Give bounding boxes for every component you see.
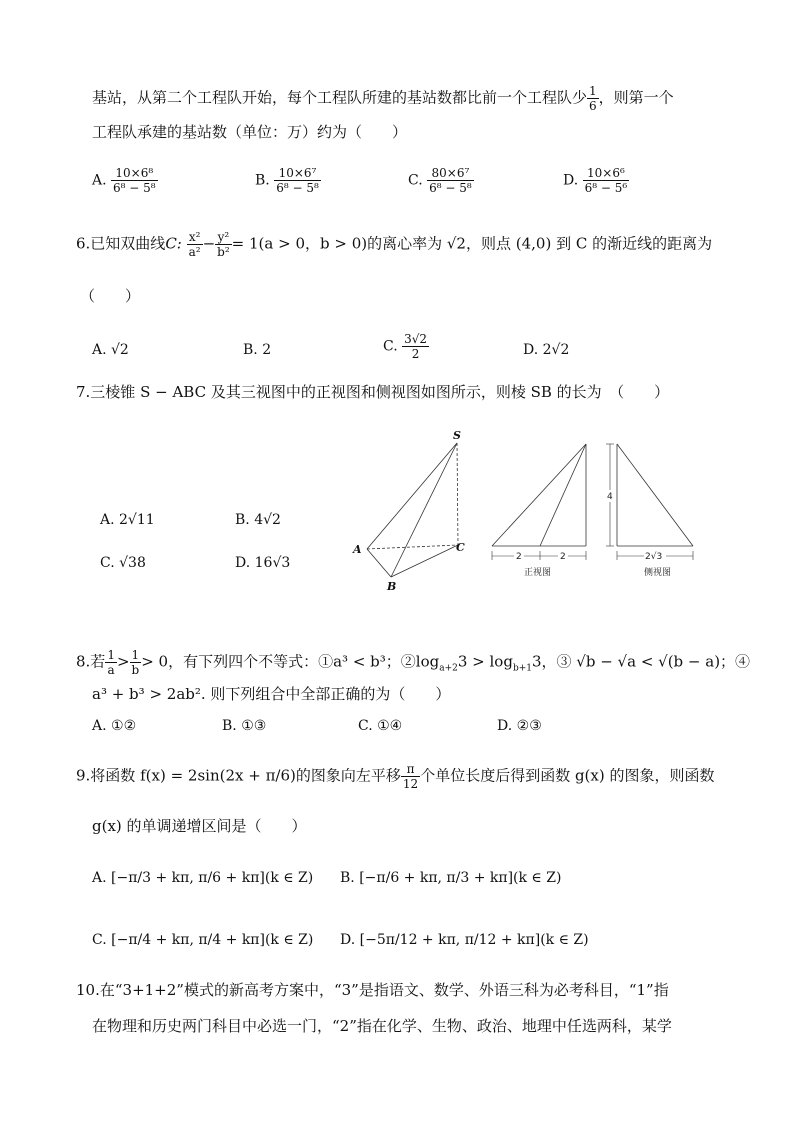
q5-line2: 工程队承建的基站数（单位：万）约为（ ）: [92, 123, 408, 141]
q10-line1: 10.在“3+1+2”模式的新高考方案中，“3”是指语文、数学、外语三科为必考科目，“1”指: [76, 981, 669, 999]
q6-line1: 6.已知双曲线C: $\frac{\text{x²}}{\text{a²}}$ − $\frac{\text{y²}}{\text{b²}}$ = 1(a > 0，b > 0)的离心率为 √2，则点 (4,0) 到 C 的渐近线的距离为: [76, 230, 713, 259]
side-width-label: 2√3: [645, 552, 663, 562]
q8-option-b: B. ①③: [222, 718, 267, 734]
q5-line1-text-a: 基站，从第二个工程队开始，每个工程队所建的基站数都比前一个工程队少: [92, 88, 588, 107]
q5-option-a-fraction: $\frac{\text{10×6⁸}}{\text{6⁸ − 5⁸}}$: [113, 166, 156, 195]
side-hyp-edge: [617, 444, 693, 546]
q7-front-view-figure: [488, 438, 594, 578]
q5-option-d-fraction: $\frac{\text{10×6⁶}}{\text{6⁸ − 5⁶}}$: [584, 166, 628, 195]
q7-option-b: B. 4√2: [235, 512, 281, 528]
front-dim-2: 2: [560, 552, 566, 562]
q6-fraction-x2-a2: $\frac{\text{x²}}{\text{a²}}$: [188, 230, 201, 259]
q6-option-c: C. $\frac{3√2}{2}$: [383, 332, 428, 361]
q5-option-c: C. $\frac{\text{80×6⁷}}{\text{6⁸ − 5⁸}}$: [408, 166, 472, 195]
q8-fraction-1-a: $\frac{1}{a}$: [107, 648, 115, 677]
q5-option-c-fraction: $\frac{\text{80×6⁷}}{\text{6⁸ − 5⁸}}$: [429, 166, 472, 195]
q7-option-a: A. 2√11: [100, 512, 155, 528]
q7-option-c: C. √38: [100, 555, 146, 571]
q7-option-d: D. 16√3: [235, 555, 291, 571]
side-view-caption: 侧视图: [644, 568, 672, 578]
front-dim-1: 2: [516, 552, 522, 562]
q6-option-b: B. 2: [243, 342, 272, 358]
q10-line2: 在物理和历史两门科目中必选一门，“2”指在化学、生物、政治、地理中任选两科，某学: [92, 1017, 672, 1035]
edge-ab: [367, 549, 391, 577]
q6-option-d: D. 2√2: [523, 342, 570, 358]
label-b: B: [387, 580, 397, 593]
label-a: A: [353, 543, 362, 556]
q9-sin-argument: (2x + π/6): [219, 766, 296, 785]
q6-line2: （ ）: [80, 287, 141, 305]
q9-option-d: D. [−5π/12 + kπ, π/12 + kπ](k ∈ Z): [340, 932, 589, 948]
q8-option-a: A. ①②: [92, 718, 137, 734]
q8-option-c: C. ①④: [358, 718, 403, 734]
q7-tetrahedron-figure: [345, 425, 485, 595]
edge-sb: [391, 443, 457, 577]
label-s: S: [453, 429, 461, 442]
edge-ac: [367, 545, 458, 549]
q5-fraction-one-sixth: $\frac{1}{6}$: [589, 84, 597, 113]
edge-sc: [457, 443, 458, 545]
q7-side-view-figure: [604, 438, 700, 578]
edge-sa: [367, 443, 457, 549]
q9-option-c: C. [−π/4 + kπ, π/4 + kπ](k ∈ Z): [92, 932, 314, 948]
q5-option-a: A. $\frac{\text{10×6⁸}}{\text{6⁸ − 5⁸}}$: [92, 166, 156, 195]
q9-option-a: A. [−π/3 + kπ, π/6 + kπ](k ∈ Z): [92, 870, 314, 886]
q5-line1-text-b: ，则第一个: [598, 88, 674, 107]
q8-option-d: D. ②③: [497, 718, 542, 734]
q5-option-b: B. $\frac{\text{10×6⁷}}{\text{6⁸ − 5⁸}}$: [255, 166, 319, 195]
q9-shift-fraction: $\frac{\pi}{12}$: [402, 762, 419, 791]
q5-option-b-fraction: $\frac{\text{10×6⁷}}{\text{6⁸ − 5⁸}}$: [276, 166, 319, 195]
q5-line1: [92, 84, 674, 113]
front-mid-edge: [540, 444, 586, 546]
front-left-edge: [492, 444, 586, 546]
q9-option-b: B. [−π/6 + kπ, π/3 + kπ](k ∈ Z): [340, 870, 562, 886]
label-c: C: [456, 541, 465, 554]
q6-fraction-y2-b2: $\frac{\text{y²}}{\text{b²}}$: [217, 230, 230, 259]
q6-option-c-fraction: $\frac{3√2}{2}$: [404, 332, 428, 361]
q5-option-d: D. $\frac{\text{10×6⁶}}{\text{6⁸ − 5⁶}}$: [563, 166, 628, 195]
q9-line1: 9.将函数 f(x) = 2sin(2x + π/6)的图象向左平移 $\frac{\pi}{12}$ 个单位长度后得到函数 g(x) 的图象，则函数: [76, 762, 715, 791]
front-view-caption: 正视图: [524, 568, 552, 578]
q8-line1: 8.若 $\frac{1}{a}$ > $\frac{1}{b}$ > 0，有下列四个不等式：①a³ < b³；$②\log_{a+2}3 > \log_{b+1}3$，③ √b − √a < √(b − a)；④: [76, 648, 751, 677]
q8-fraction-1-b: $\frac{1}{b}$: [131, 648, 140, 677]
q8-line2: a³ + b³ > 2ab². 则下列组合中全部正确的为（ ）: [92, 685, 451, 703]
q9-line2: g(x) 的单调递增区间是（ ）: [92, 817, 307, 835]
edge-bc: [391, 545, 458, 577]
q7-line1: 7.三棱锥 S − ABC 及其三视图中的正视图和侧视图如图所示，则棱 SB 的长为 （ ）: [76, 383, 670, 401]
q6-option-a: A. √2: [92, 342, 129, 358]
side-height-label: 4: [607, 492, 613, 502]
